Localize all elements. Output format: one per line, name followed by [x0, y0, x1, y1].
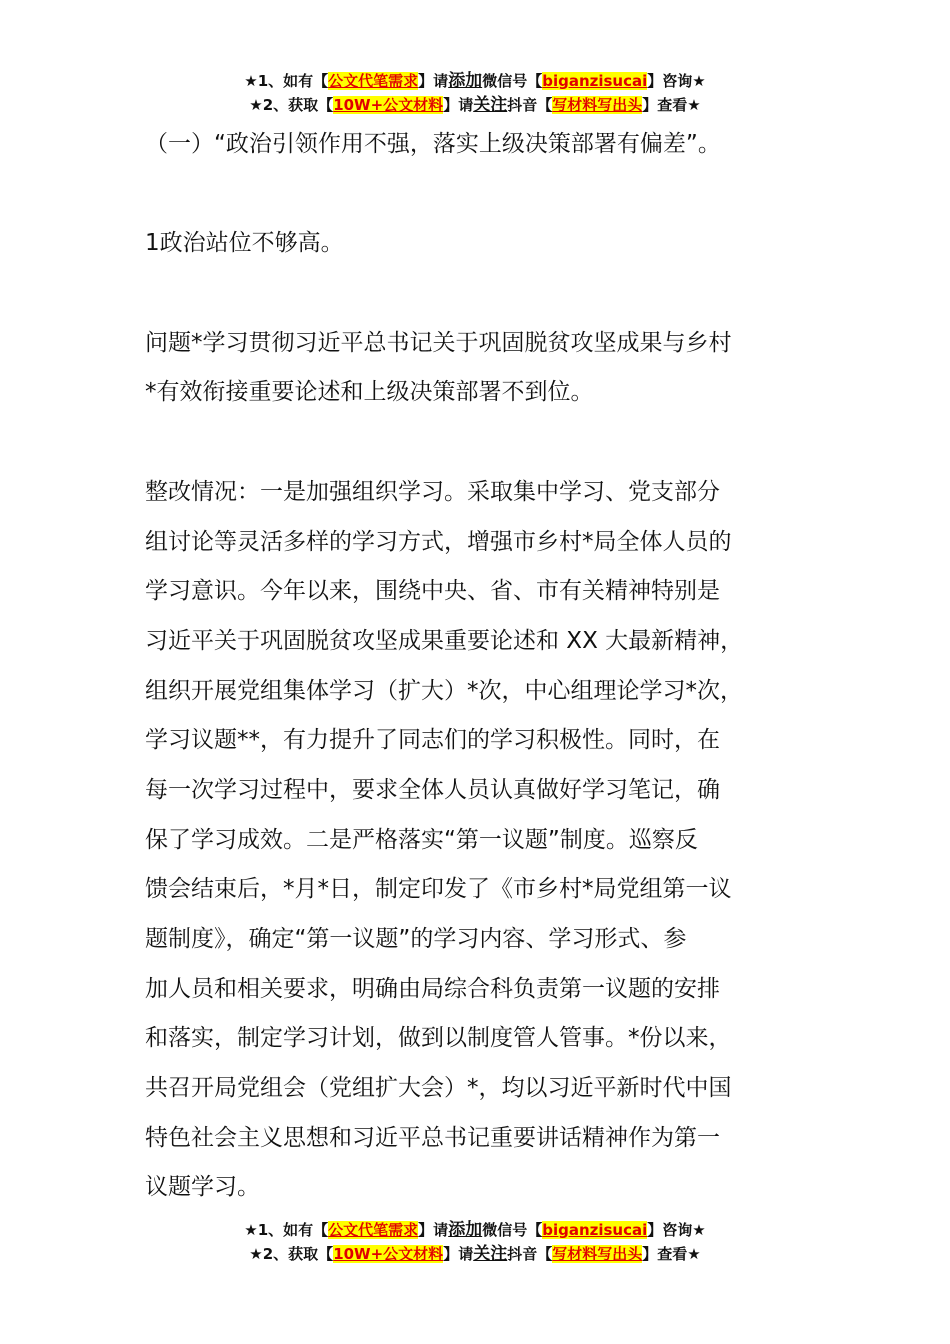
text-line: 和落实，制定学习计划，做到以制度管人管事。*份以来， — [145, 1025, 732, 1052]
banner-line-2 — [0, 93, 950, 117]
bottom-banner — [0, 1218, 950, 1266]
banner-text: 微信号【 — [482, 1221, 543, 1239]
banner-text: 微信号【 — [482, 72, 543, 90]
banner-line-1 — [0, 69, 950, 93]
text-line: 组讨论等灵活多样的学习方式，增强市乡村*局全体人员的 — [145, 528, 732, 555]
banner-text: ★1、如有【 — [244, 1221, 329, 1239]
banner-line-2 — [0, 1242, 950, 1266]
document-body — [145, 120, 835, 1213]
banner-highlight: biganzisucai — [542, 72, 648, 90]
section-heading: （一）“政治引领作用不强，落实上级决策部署有偏差”。 — [145, 131, 721, 157]
text-line: 每一次学习过程中，要求全体人员认真做好学习笔记，确 — [145, 776, 720, 803]
banner-text: 】查看★ — [642, 96, 701, 114]
banner-underline: 添加 — [448, 71, 483, 91]
banner-highlight: 写材料写出头 — [552, 96, 643, 114]
text-line: 加人员和相关要求，明确由局综合科负责第一议题的安排 — [145, 975, 720, 1002]
text-line: 馈会结束后，*月*日，制定印发了《市乡村*局党组第一议 — [145, 876, 732, 903]
text-line: 问题*学习贯彻习近平总书记关于巩固脱贫攻坚成果与乡村 — [145, 329, 732, 356]
text-line: 整改情况：一是加强组织学习。采取集中学习、党支部分 — [145, 478, 720, 505]
text-line: 组织开展党组集体学习（扩大）*次，中心组理论学习*次， — [145, 677, 743, 704]
problem-paragraph — [145, 319, 835, 418]
banner-underline: 添加 — [448, 1220, 483, 1240]
text-line: 学习议题**，有力提升了同志们的学习积极性。同时，在 — [145, 727, 720, 754]
text-line: 保了学习成效。二是严格落实“第一议题”制度。巡察反 — [145, 826, 698, 853]
banner-text: 】咨询★ — [647, 72, 706, 90]
banner-text: ★1、如有【 — [244, 72, 329, 90]
banner-highlight: 10W+公文材料 — [333, 96, 444, 114]
text-line: 共召开局党组会（党组扩大会）*，均以习近平新时代中国 — [145, 1075, 732, 1102]
text-line: *有效衔接重要论述和上级决策部署不到位。 — [145, 379, 594, 406]
banner-text: ★2、获取【 — [249, 1245, 334, 1263]
banner-highlight: 10W+公文材料 — [333, 1245, 444, 1263]
banner-text: ★2、获取【 — [249, 96, 334, 114]
banner-text: 抖音【 — [507, 1245, 553, 1263]
banner-text: 】请 — [443, 96, 474, 114]
banner-text: 】请 — [418, 1221, 449, 1239]
banner-highlight: 公文代笔需求 — [328, 72, 419, 90]
subheading: 1政治站位不够高。 — [145, 230, 344, 257]
text-line: 习近平关于巩固脱贫攻坚成果重要论述和 XX 大最新精神， — [145, 627, 744, 654]
text-line: 题制度》，确定“第一议题”的学习内容、学习形式、参 — [145, 926, 687, 952]
banner-highlight: 写材料写出头 — [552, 1245, 643, 1263]
banner-text: 】咨询★ — [647, 1221, 706, 1239]
text-line: 议题学习。 — [145, 1174, 260, 1201]
top-banner — [0, 69, 950, 117]
rectification-paragraph — [145, 468, 835, 1213]
banner-text: 】查看★ — [642, 1245, 701, 1263]
banner-highlight: biganzisucai — [542, 1221, 648, 1239]
text-line: 学习意识。今年以来，围绕中央、省、市有关精神特别是 — [145, 578, 720, 605]
banner-text: 】请 — [418, 72, 449, 90]
banner-text: 抖音【 — [507, 96, 553, 114]
banner-highlight: 公文代笔需求 — [328, 1221, 419, 1239]
banner-underline: 关注 — [473, 95, 508, 115]
text-line: 特色社会主义思想和习近平总书记重要讲话精神作为第一 — [145, 1124, 720, 1151]
banner-text: 】请 — [443, 1245, 474, 1263]
banner-underline: 关注 — [473, 1244, 508, 1264]
banner-line-1 — [0, 1218, 950, 1242]
